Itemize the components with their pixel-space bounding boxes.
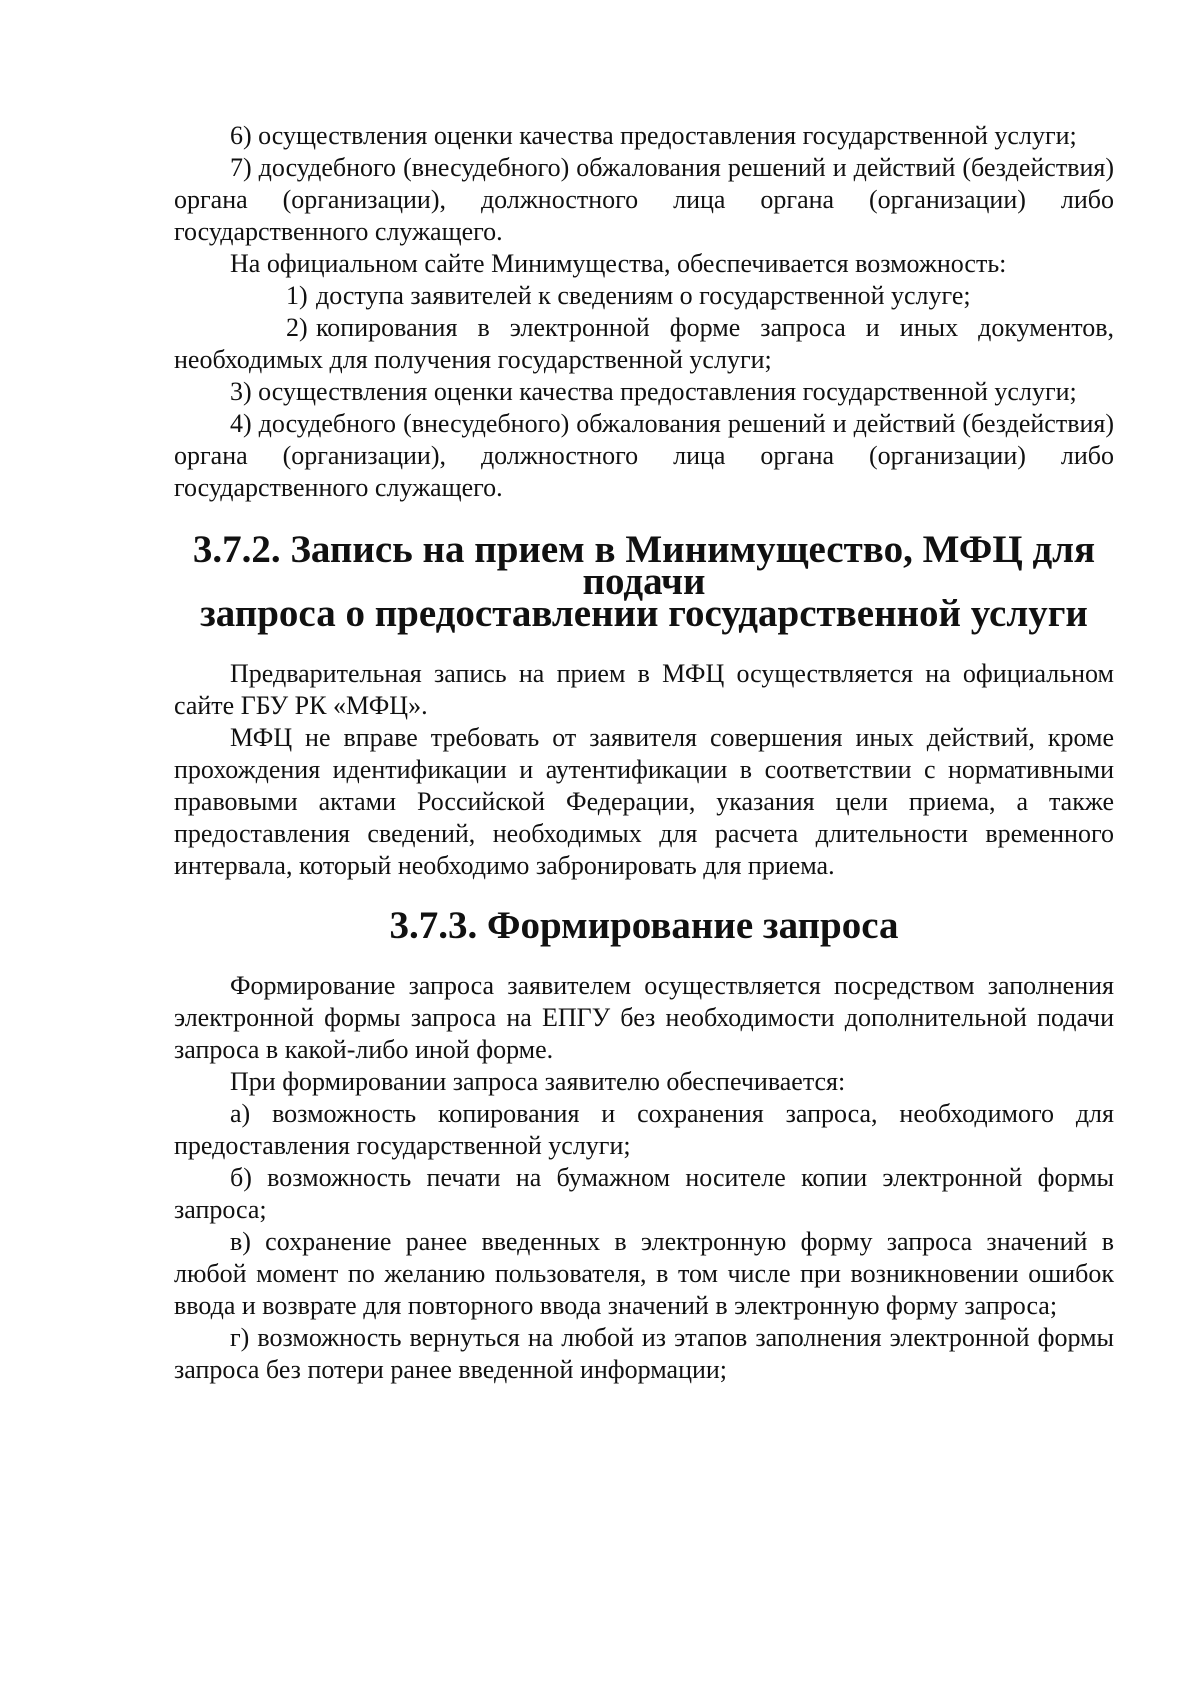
heading-line: 3.7.2. Запись на прием в Минимущество, МФЦ для подачи [192,528,1096,603]
list-item-text: доступа заявителей к сведениям о государственной услуге; [316,281,971,310]
paragraph-373-g: г) возможность вернуться на любой из этапов заполнения электронной формы запроса без потери ранее введенной информации; [174,1323,1114,1384]
paragraph-372-1: Предварительная запись на прием в МФЦ осуществляется на официальном сайте ГБУ РК «МФЦ». [174,659,1114,720]
list-item-site-1 [174,280,1114,312]
paragraph-373-2: При формировании запроса заявителю обеспечивается: [230,1067,846,1096]
paragraph-site-intro: На официальном сайте Минимущества, обеспечивается возможность: [230,249,1007,278]
list-item-number: 2) [286,313,308,342]
paragraph-site-item-4: 4) досудебного (внесудебного) обжалования решений и действий (бездействия) органа (организации), должностного лица органа (организации) либо государственного служащего. [174,409,1114,502]
heading-line: 3.7.3. Формирование запроса [389,904,899,947]
list-item-text: копирования в электронной форме запроса и иных документов, необходимых для получения государственной услуги; [174,313,1114,374]
document-page [174,120,1114,1386]
paragraph-site-item-3: 3) осуществления оценки качества предоставления государственной услуги; [230,377,1077,406]
paragraph-373-a: а) возможность копирования и сохранения запроса, необходимого для предоставления государственной услуги; [174,1099,1114,1160]
paragraph-item-6: 6) осуществления оценки качества предоставления государственной услуги; [230,121,1077,150]
heading-line: запроса о предоставлении государственной услуги [200,592,1088,635]
section-heading-3-7-3 [174,904,1114,947]
list-item-number: 1) [286,281,308,310]
paragraph-373-b: б) возможность печати на бумажном носителе копии электронной формы запроса; [174,1163,1114,1224]
paragraph-372-2: МФЦ не вправе требовать от заявителя совершения иных действий, кроме прохождения идентификации и аутентификации в соответствии с нормативными правовыми актами Российской Федерации, указания цели приема, а также предоставления сведений, необходимых для расчета длительности временного интервала, который необходимо забронировать для приема. [174,723,1114,880]
paragraph-373-1: Формирование запроса заявителем осуществляется посредством заполнения электронной формы запроса на ЕПГУ без необходимости дополнительной подачи запроса в какой-либо иной форме. [174,971,1114,1064]
section-heading-3-7-2 [174,528,1114,635]
paragraph-item-7: 7) досудебного (внесудебного) обжалования решений и действий (бездействия) органа (организации), должностного лица органа (организации) либо государственного служащего. [174,153,1114,246]
list-item-site-2 [174,312,1114,376]
paragraph-373-v: в) сохранение ранее введенных в электронную форму запроса значений в любой момент по желанию пользователя, в том числе при возникновении ошибок ввода и возврате для повторного ввода значений в электронную форму запроса; [174,1227,1114,1320]
